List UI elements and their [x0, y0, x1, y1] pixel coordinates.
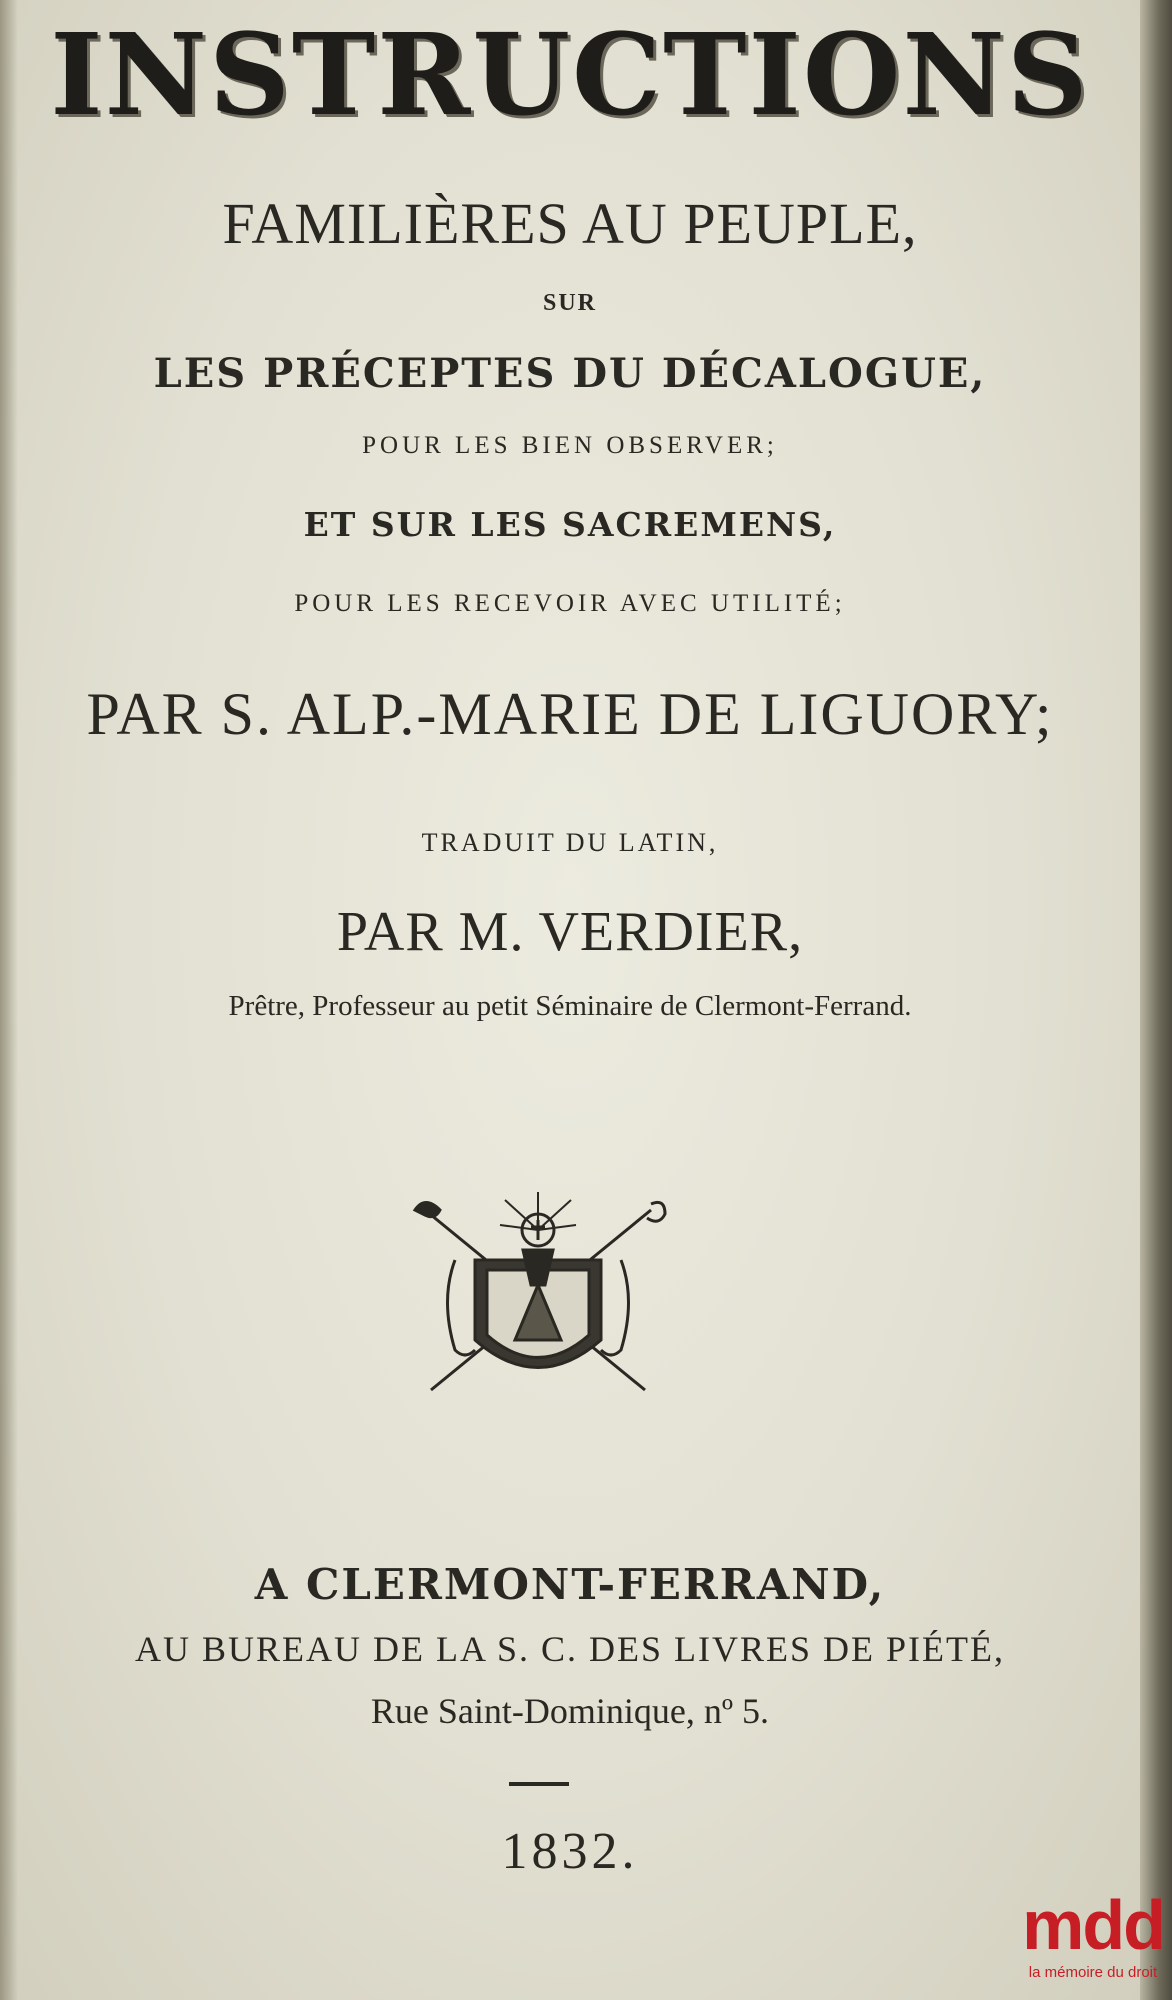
page-edge — [1140, 0, 1172, 2000]
mdd-logo-icon: mdd — [1022, 1886, 1164, 1964]
translator-line: PAR M. VERDIER, — [336, 901, 804, 963]
divider-rule — [509, 1782, 569, 1786]
subtitle-sur: SUR — [542, 290, 597, 316]
translation-note: TRADUIT DU LATIN, — [421, 828, 719, 857]
subtitle-line-5: POUR LES RECEVOIR AVEC UTILITÉ; — [294, 590, 846, 617]
mdd-watermark — [1018, 1886, 1168, 1996]
subtitle-line-1: FAMILIÈRES AU PEUPLE, — [222, 191, 918, 256]
author-line: PAR S. ALP.-MARIE DE LIGUORY; — [86, 681, 1054, 747]
translator-title: Prêtre, Professeur au petit Séminaire de Clermont-Ferrand. — [228, 990, 912, 1022]
publisher-address: Rue Saint-Dominique, nº 5. — [370, 1691, 770, 1731]
subtitle-line-3: POUR LES BIEN OBSERVER; — [362, 432, 778, 459]
publication-year: 1832. — [501, 1823, 639, 1880]
watermark-caption: la mémoire du droit — [1028, 1964, 1158, 1981]
subtitle-line-4: ET SUR LES SACREMENS, — [303, 505, 837, 544]
publication-place: A CLERMONT-FERRAND, — [254, 1560, 886, 1609]
subtitle-line-2: LES PRÉCEPTES DU DÉCALOGUE, — [153, 350, 987, 397]
ecclesiastical-emblem-icon — [405, 1190, 671, 1405]
publisher-line: AU BUREAU DE LA S. C. DES LIVRES DE PIÉTÉ, — [134, 1629, 1005, 1669]
main-title: INSTRUCTIONS — [50, 10, 1090, 141]
